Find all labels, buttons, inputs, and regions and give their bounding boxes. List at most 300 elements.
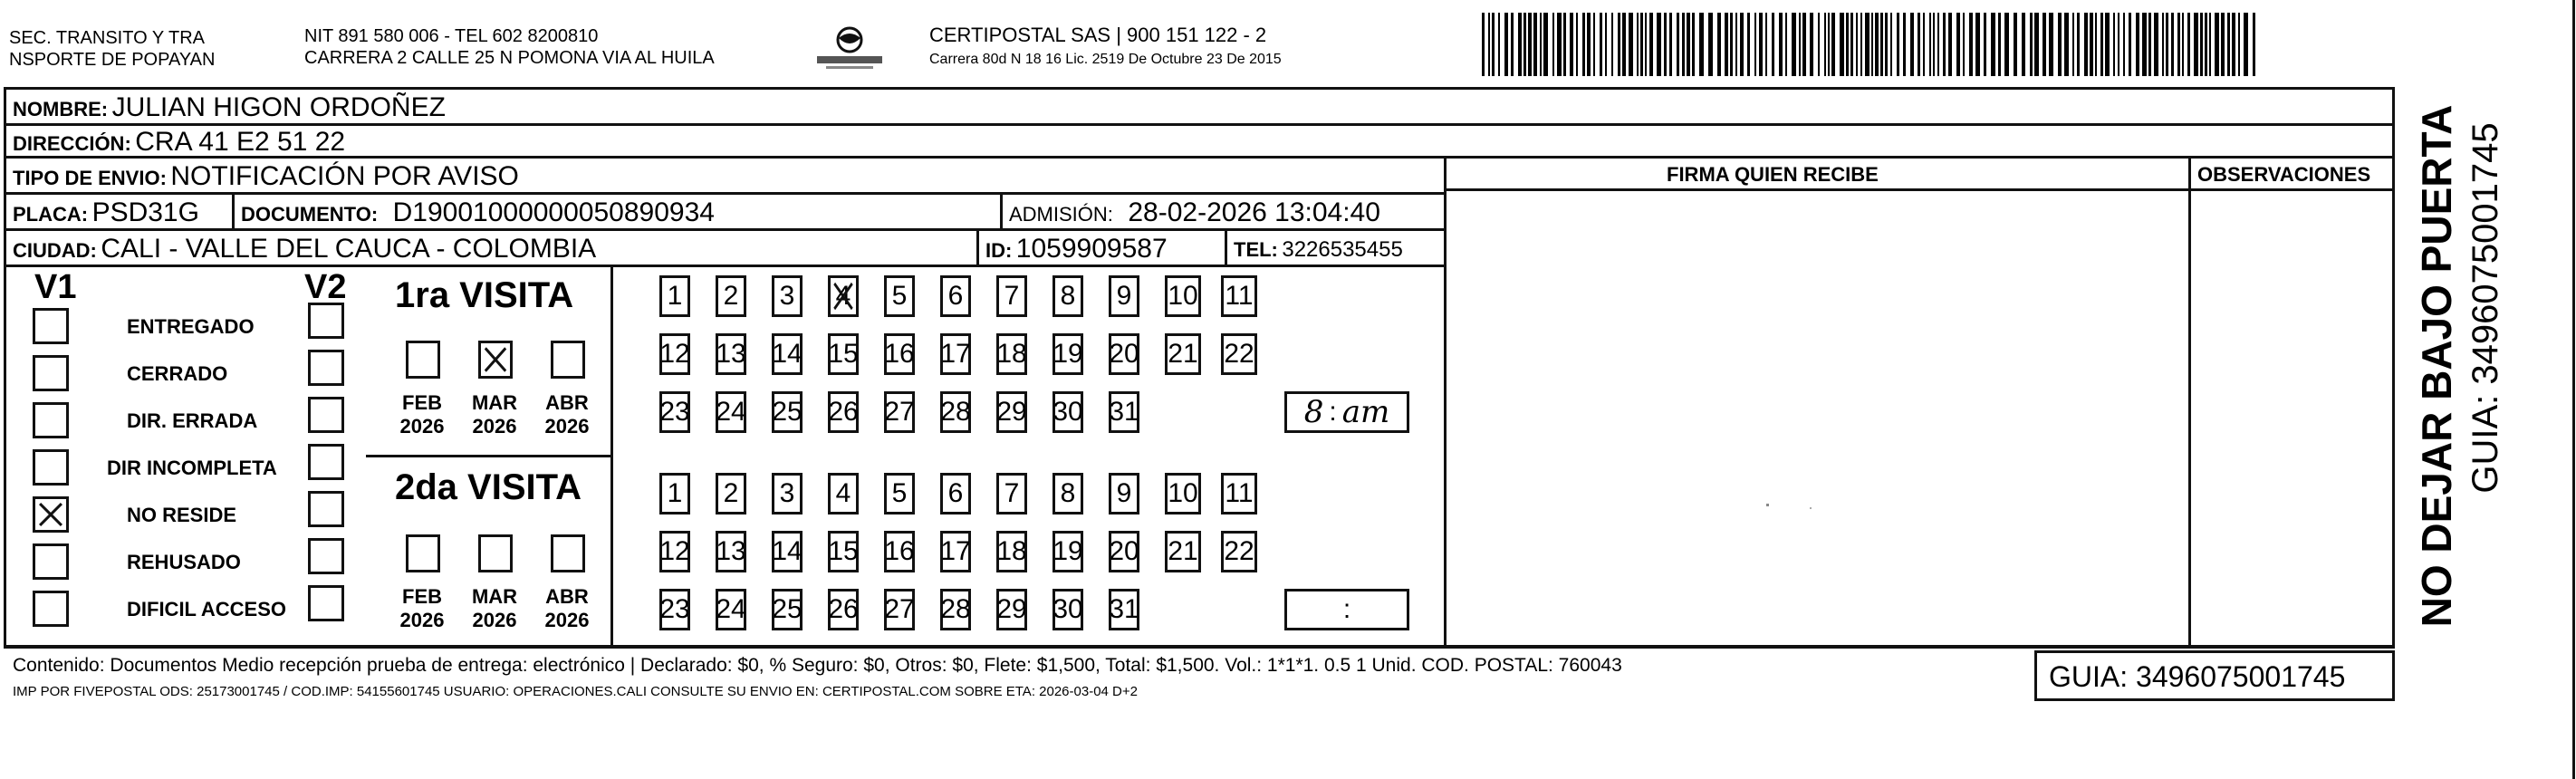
v2-checkbox[interactable]: [308, 538, 344, 574]
barcode-bar: [1640, 13, 1643, 76]
barcode-bar: [1785, 13, 1787, 76]
barcode-bar: [1818, 13, 1820, 76]
barcode-bar: [1747, 13, 1750, 76]
barcode-bar: [2123, 13, 2125, 76]
barcode-bar: [1910, 13, 1914, 76]
company-line-2: Carrera 80d N 18 16 Lic. 2519 De Octubre 23 De 2015: [929, 52, 1282, 67]
check-x-mark: [35, 499, 66, 530]
barcode-bar: [1856, 13, 1858, 76]
barcode-bar: [1802, 13, 1806, 76]
barcode-bar: [1871, 13, 1873, 76]
barcode-bar: [1518, 13, 1522, 76]
month-name: FEB: [402, 391, 442, 414]
day-box[interactable]: [996, 275, 1027, 317]
day-box[interactable]: [1053, 275, 1083, 317]
barcode-bar: [1937, 13, 1939, 76]
barcode-bar: [1533, 13, 1537, 76]
barcode-bar: [1582, 13, 1585, 76]
v2-checkbox[interactable]: [308, 444, 344, 480]
v2-checkbox[interactable]: [308, 303, 344, 339]
day-number: 27: [884, 397, 915, 427]
v2-checkbox[interactable]: [308, 350, 344, 386]
barcode-bar: [1504, 13, 1508, 76]
barcode-bar: [1875, 13, 1879, 76]
day-box[interactable]: [1221, 473, 1257, 515]
day-box[interactable]: [1221, 333, 1257, 375]
day-number: 25: [772, 397, 803, 427]
nombre-row: [13, 94, 446, 121]
motivo-label: ENTREGADO: [127, 315, 255, 338]
barcode-bar: [1543, 13, 1548, 76]
tipo-envio-value: NOTIFICACIÓN POR AVISO: [170, 161, 519, 191]
barcode-bar: [1699, 13, 1704, 76]
barcode-bar: [1611, 13, 1613, 76]
barcode-bar: [2166, 13, 2168, 76]
day-number: 8: [1060, 281, 1076, 311]
barcode-bar: [1897, 13, 1899, 76]
day-box[interactable]: [1053, 333, 1083, 375]
day-box[interactable]: [659, 275, 690, 317]
day-box[interactable]: [659, 473, 690, 515]
tel-value: 3226535455: [1282, 237, 1403, 262]
day-number: 30: [1053, 594, 1083, 624]
visita-1-title: 1ra VISITA: [395, 275, 574, 315]
day-box[interactable]: [940, 391, 971, 433]
barcode-bar: [2253, 13, 2255, 76]
barcode-bar: [2072, 13, 2074, 76]
barcode-bar: [2232, 13, 2235, 76]
day-box[interactable]: [1053, 531, 1083, 572]
guia-box-text: GUIA: 3496075001745: [2049, 660, 2346, 693]
barcode-bar: [2105, 13, 2110, 76]
day-box[interactable]: [996, 391, 1027, 433]
barcode-bar: [1563, 13, 1566, 76]
barcode-bar: [2136, 13, 2139, 76]
barcode-bar: [1984, 13, 1986, 76]
day-box[interactable]: [716, 473, 746, 515]
day-box[interactable]: [772, 333, 803, 375]
barcode-bar: [1929, 13, 1931, 76]
barcode-bar: [1840, 13, 1844, 76]
day-box[interactable]: [772, 473, 803, 515]
company-line-1: CERTIPOSTAL SAS | 900 151 122 - 2: [929, 24, 1267, 46]
barcode-bar: [1880, 13, 1883, 76]
check-x-mark: [481, 343, 510, 376]
day-box[interactable]: [659, 531, 690, 572]
v1-checkbox[interactable]: [33, 355, 69, 391]
day-box[interactable]: [716, 391, 746, 433]
nombre-label: NOMBRE:: [13, 98, 109, 120]
ciudad-row: [13, 236, 596, 263]
day-box[interactable]: [884, 391, 915, 433]
barcode-bar: [1799, 13, 1801, 76]
barcode-bar: [2113, 13, 2115, 76]
time-hour: 8: [1303, 394, 1324, 430]
day-box[interactable]: [1053, 589, 1083, 630]
barcode-bar: [2100, 13, 2103, 76]
documento-row: [241, 199, 715, 226]
barcode-bar: [1846, 13, 1849, 76]
day-number: 31: [1109, 594, 1139, 624]
ciudad-value: CALI - VALLE DEL CAUCA - COLOMBIA: [101, 234, 597, 264]
barcode-bar: [2177, 13, 2180, 76]
day-box[interactable]: [772, 531, 803, 572]
day-box[interactable]: [1109, 391, 1139, 433]
day-box[interactable]: [1053, 391, 1083, 433]
day-number: 24: [716, 397, 746, 427]
barcode-bar: [2182, 13, 2184, 76]
barcode-bar: [1865, 13, 1870, 76]
documento-label: DOCUMENTO:: [241, 203, 379, 226]
nombre-value: JULIAN HIGON ORDOÑEZ: [111, 92, 446, 122]
day-box[interactable]: [828, 531, 859, 572]
barcode-bar: [1740, 13, 1744, 76]
admision-value: 28-02-2026 13:04:40: [1128, 197, 1380, 227]
month-name: MAR: [471, 585, 518, 608]
motivo-label: NO RESIDE: [127, 504, 237, 526]
v2-checkbox[interactable]: [308, 397, 344, 433]
v2-checkbox[interactable]: [308, 585, 344, 621]
barcode-bar: [2244, 13, 2248, 76]
month-name: MAR: [471, 391, 518, 414]
motivo-label: REHUSADO: [127, 551, 241, 573]
barcode-bar: [2084, 13, 2088, 76]
day-number: 1: [667, 478, 683, 508]
day-box[interactable]: [940, 589, 971, 630]
v1-checkbox[interactable]: [33, 402, 69, 438]
day-box[interactable]: [940, 531, 971, 572]
barcode-bar: [1629, 13, 1633, 76]
day-box[interactable]: [1109, 333, 1139, 375]
day-number: 14: [772, 536, 803, 566]
barcode-bar: [1885, 13, 1888, 76]
barcode-bar: [1600, 13, 1602, 76]
day-number: 7: [1004, 478, 1020, 508]
day-box[interactable]: [828, 391, 859, 433]
day-number: 22: [1224, 339, 1254, 369]
day-box[interactable]: [1221, 275, 1257, 317]
tel-label: TEL:: [1234, 238, 1278, 261]
day-number: 18: [996, 339, 1027, 369]
barcode-bar: [2129, 13, 2131, 76]
day-number: 11: [1225, 281, 1254, 311]
day-number: 19: [1053, 536, 1083, 566]
day-number: 14: [772, 339, 803, 369]
barcode-bar: [2058, 13, 2062, 76]
v1-checkbox[interactable]: [33, 449, 69, 486]
day-number: 19: [1053, 339, 1083, 369]
motivo-label: DIR INCOMPLETA: [107, 457, 277, 479]
tel-row: [1234, 239, 1403, 261]
day-box[interactable]: [1165, 531, 1201, 572]
day-box[interactable]: [772, 589, 803, 630]
motivo-label: CERRADO: [127, 362, 228, 385]
day-number: 26: [828, 397, 859, 427]
barcode-bar: [1511, 13, 1514, 76]
day-number: 20: [1109, 536, 1139, 566]
barcode-bar: [1975, 13, 1980, 76]
day-box[interactable]: [828, 589, 859, 630]
documento-value: D19001000000050890934: [392, 197, 715, 227]
barcode-bar: [1708, 13, 1713, 76]
month-checkbox[interactable]: [406, 341, 440, 379]
no-dejar-bajo-puerta: NO DEJAR BAJO PUERTA: [2413, 104, 2460, 628]
barcode-bar: [2209, 13, 2211, 76]
barcode-bar: [2154, 13, 2158, 76]
day-box[interactable]: [716, 531, 746, 572]
ciudad-label: CIUDAD:: [13, 239, 97, 262]
day-number: 28: [940, 594, 971, 624]
day-box[interactable]: [884, 473, 915, 515]
day-number: 10: [1168, 281, 1198, 311]
month-checkbox[interactable]: [551, 341, 585, 379]
day-box[interactable]: [1165, 275, 1201, 317]
day-number: 20: [1109, 339, 1139, 369]
day-box[interactable]: [996, 473, 1027, 515]
month-year: 2026: [399, 609, 445, 631]
id-row: [985, 236, 1168, 263]
day-box[interactable]: [659, 333, 690, 375]
barcode-bar: [1948, 13, 1952, 76]
direccion-label: DIRECCIÓN:: [13, 132, 131, 155]
day-number: 5: [891, 281, 908, 311]
barcode-bar: [2064, 13, 2069, 76]
barcode-bar: [1956, 13, 1960, 76]
barcode-bar: [1498, 13, 1500, 76]
barcode-bar: [2142, 13, 2147, 76]
day-number: 6: [947, 281, 964, 311]
month-year: 2026: [399, 415, 445, 438]
barcode-bar: [2148, 13, 2151, 76]
v2-checkbox[interactable]: [308, 491, 344, 527]
id-value: 1059909587: [1015, 234, 1168, 264]
barcode-bar: [1860, 13, 1862, 76]
day-number: 12: [659, 536, 690, 566]
time-box[interactable]: [1284, 391, 1409, 433]
barcode-bar: [1735, 13, 1737, 76]
v1-checkbox[interactable]: [33, 543, 69, 580]
admision-row: [1009, 199, 1380, 226]
month-checkbox[interactable]: [478, 341, 513, 379]
barcode-bar: [1587, 13, 1591, 76]
day-number: 8: [1060, 478, 1076, 508]
barcode-bar: [2030, 13, 2033, 76]
day-number: 7: [1004, 281, 1020, 311]
direccion-value: CRA 41 E2 51 22: [135, 127, 346, 157]
barcode-bar: [1657, 13, 1661, 76]
day-number: 26: [828, 594, 859, 624]
company-logo: [813, 24, 886, 72]
day-box[interactable]: [828, 473, 859, 515]
month-checkbox[interactable]: [478, 534, 513, 572]
day-box[interactable]: [884, 589, 915, 630]
contenido-text: Contenido: Documentos Medio recepción prueba de entrega: electrónico | Declarado: $0, % Seguro: $0, Otros: $0, Flete: $1,500, Total: $1,500. Vol.: 1*1*1. 0.5 1 Unid. COD. POSTAL: 760043: [13, 655, 1622, 676]
day-box[interactable]: [828, 275, 859, 317]
v1-checkbox[interactable]: [33, 496, 69, 533]
day-number: 15: [828, 339, 859, 369]
day-number: 16: [884, 536, 915, 566]
day-number: 12: [659, 339, 690, 369]
imp-text: IMP POR FIVEPOSTAL ODS: 25173001745 / COD.IMP: 54155601745 USUARIO: OPERACIONES.CALI CONSULTE SU ENVIO EN: CERTIPOSTAL.COM SOBRE ETA: 2026-03-04 D+2: [13, 684, 1138, 699]
barcode-bar: [1682, 13, 1685, 76]
v1-checkbox[interactable]: [33, 591, 69, 627]
day-box[interactable]: [940, 333, 971, 375]
placa-row: [13, 199, 199, 226]
day-box[interactable]: [1165, 333, 1201, 375]
barcode-bar: [2221, 13, 2225, 76]
barcode-bar: [1687, 13, 1690, 76]
barcode-bar: [2187, 13, 2190, 76]
v1-checkbox[interactable]: [33, 308, 69, 344]
barcode-bar: [1730, 13, 1733, 76]
motivo-label: DIR. ERRADA: [127, 409, 258, 432]
barcode-bar: [1991, 13, 1995, 76]
barcode-bar: [1850, 13, 1853, 76]
barcode-bar: [1677, 13, 1679, 76]
day-box[interactable]: [1109, 473, 1139, 515]
day-number: 23: [659, 397, 690, 427]
month-year: 2026: [544, 609, 590, 631]
day-number: 21: [1168, 536, 1198, 566]
barcode-bar: [1923, 13, 1925, 76]
day-box[interactable]: [884, 275, 915, 317]
barcode-bar: [1528, 13, 1532, 76]
motivo-label: DIFICIL ACCESO: [127, 598, 287, 620]
month-year: 2026: [544, 415, 590, 438]
month-checkbox[interactable]: [406, 534, 440, 572]
barcode-bar: [1810, 13, 1813, 76]
barcode-bar: [2118, 13, 2119, 76]
barcode-bar: [1772, 13, 1774, 76]
v1-label: V1: [34, 268, 77, 306]
day-box[interactable]: [884, 531, 915, 572]
day-number: 10: [1168, 478, 1198, 508]
barcode-bar: [1779, 13, 1783, 76]
barcode-bar: [1645, 13, 1647, 76]
placa-value: PSD31G: [91, 197, 199, 227]
month-name: ABR: [545, 585, 589, 608]
barcode-bar: [1903, 13, 1906, 76]
day-box[interactable]: [1053, 473, 1083, 515]
day-number: 21: [1168, 339, 1198, 369]
day-number: 17: [940, 339, 971, 369]
day-number: 22: [1224, 536, 1254, 566]
barcode-bar: [1969, 13, 1973, 76]
day-number: 1: [667, 281, 683, 311]
barcode-bar: [1933, 13, 1935, 76]
day-box[interactable]: [1221, 531, 1257, 572]
barcode-bar: [1649, 13, 1653, 76]
side-guia: GUIA: 3496075001745: [2465, 122, 2505, 494]
day-number: 23: [659, 594, 690, 624]
day-number: 30: [1053, 397, 1083, 427]
visita-2-title: 2da VISITA: [395, 467, 582, 507]
day-box[interactable]: [716, 275, 746, 317]
day-number: 29: [996, 397, 1027, 427]
barcode-bar: [2014, 13, 2017, 76]
barcode-bar: [1754, 13, 1756, 76]
barcode-bar: [1792, 13, 1796, 76]
barcode-bar: [2043, 13, 2046, 76]
barcode-bar: [1725, 13, 1728, 76]
admision-label: ADMISIÓN:: [1009, 203, 1113, 226]
day-box[interactable]: [996, 531, 1027, 572]
barcode-bar: [1717, 13, 1721, 76]
day-box[interactable]: [772, 275, 803, 317]
barcode-bar: [2095, 13, 2097, 76]
day-box[interactable]: [828, 333, 859, 375]
barcode-bar: [2215, 13, 2219, 76]
day-box[interactable]: [716, 333, 746, 375]
day-box[interactable]: [1109, 589, 1139, 630]
day-number: 25: [772, 594, 803, 624]
day-box[interactable]: [1109, 275, 1139, 317]
time-minute: am: [1341, 394, 1390, 430]
month-checkbox[interactable]: [551, 534, 585, 572]
barcode-bar: [2227, 13, 2230, 76]
observaciones-header: OBSERVACIONES: [2197, 163, 2371, 186]
day-number: 17: [940, 536, 971, 566]
barcode-bar: [1605, 13, 1607, 76]
day-box[interactable]: [940, 473, 971, 515]
day-number: 4: [835, 281, 851, 311]
barcode-bar: [1540, 13, 1542, 76]
barcode-bar: [1552, 13, 1554, 76]
direccion-row: [13, 129, 345, 156]
barcode-bar: [1828, 13, 1830, 76]
day-number: 11: [1225, 478, 1254, 508]
day-number: 5: [891, 478, 908, 508]
barcode-bar: [2162, 13, 2164, 76]
month-name: FEB: [402, 585, 442, 608]
day-number: 4: [835, 478, 851, 508]
sender-line-2: NSPORTE DE POPAYAN: [9, 50, 216, 70]
day-number: 9: [1116, 281, 1132, 311]
day-number: 18: [996, 536, 1027, 566]
day-box[interactable]: [996, 589, 1027, 630]
day-box[interactable]: [996, 333, 1027, 375]
time-box[interactable]: [1284, 589, 1409, 630]
day-box[interactable]: [659, 391, 690, 433]
day-number: 28: [940, 397, 971, 427]
barcode-bar: [2004, 13, 2009, 76]
barcode-bar: [1963, 13, 1965, 76]
barcode-bar: [1765, 13, 1767, 76]
day-box[interactable]: [716, 589, 746, 630]
barcode-bar: [1824, 13, 1826, 76]
day-box[interactable]: [1109, 531, 1139, 572]
day-box[interactable]: [772, 391, 803, 433]
month-name: ABR: [545, 391, 589, 414]
day-box[interactable]: [884, 333, 915, 375]
barcode-bar: [1622, 13, 1626, 76]
day-number: 6: [947, 478, 964, 508]
barcode-bar: [1576, 13, 1578, 76]
check-x-mark: [831, 278, 856, 314]
barcode-bar: [2171, 13, 2174, 76]
barcode-bar: [2090, 13, 2093, 76]
day-box[interactable]: [1165, 473, 1201, 515]
sender-line-1: SEC. TRANSITO Y TRA: [9, 28, 205, 48]
page-edge: [2572, 0, 2575, 779]
day-box[interactable]: [940, 275, 971, 317]
day-box[interactable]: [659, 589, 690, 630]
scan-speck: [1810, 507, 1812, 509]
tipo-envio-label: TIPO DE ENVIO:: [13, 167, 167, 189]
barcode-bar: [1637, 13, 1639, 76]
placa-label: PLACA:: [13, 203, 89, 226]
barcode-bar: [2034, 13, 2039, 76]
